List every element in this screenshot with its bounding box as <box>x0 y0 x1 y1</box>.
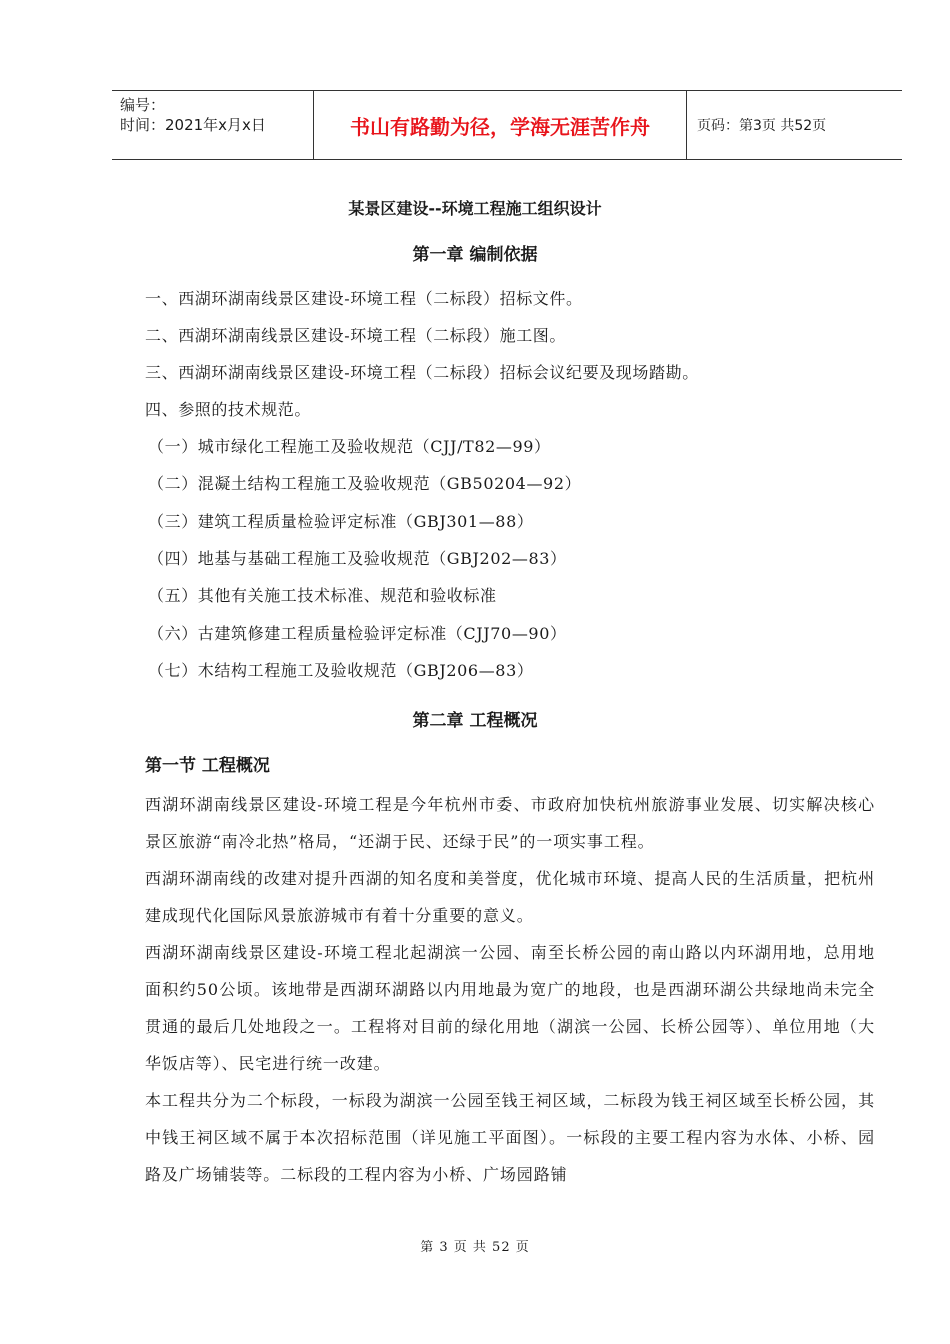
spec-item: （三）建筑工程质量检验评定标准（GBJ301—88） <box>148 512 534 531</box>
chapter-1-title: 第一章 编制依据 <box>412 245 538 265</box>
paragraph: 西湖环湖南线的改建对提升西湖的知名度和美誉度，优化城市环境、提高人民的生活质量，把杭州建成现代化国际风景旅游城市有着十分重要的意义。 <box>145 869 875 925</box>
spec-item: （四）地基与基础工程施工及验收规范（GBJ202—83） <box>148 549 567 568</box>
basis-item: 一、西湖环湖南线景区建设-环境工程（二标段）招标文件。 <box>145 289 583 308</box>
document-title: 某景区建设--环境工程施工组织设计 <box>348 199 602 218</box>
basis-item: 四、参照的技术规范。 <box>145 400 312 419</box>
header-motto: 书山有路勤为径，学海无涯苦作舟 <box>314 91 687 159</box>
header-meta <box>112 91 314 159</box>
spec-item: （二）混凝土结构工程施工及验收规范（GB50204—92） <box>148 474 582 493</box>
header-page-info: 页码：第3页 共52页 <box>697 118 827 134</box>
page-header <box>112 90 902 160</box>
spec-item: （七）木结构工程施工及验收规范（GBJ206—83） <box>148 661 534 680</box>
page-footer: 第 3 页 共 52 页 <box>420 1240 530 1255</box>
basis-item: 三、西湖环湖南线景区建设-环境工程（二标段）招标会议纪要及现场踏勘。 <box>145 363 699 382</box>
number-label: 编号： <box>120 96 166 114</box>
paragraph: 西湖环湖南线景区建设-环境工程是今年杭州市委、市政府加快杭州旅游事业发展、切实解决核心景区旅游“南冷北热”格局，“还湖于民、还绿于民”的一项实事工程。 <box>145 795 875 851</box>
paragraph: 西湖环湖南线景区建设-环境工程北起湖滨一公园、南至长桥公园的南山路以内环湖用地，总用地面积约50公顷。该地带是西湖环湖路以内用地最为宽广的地段，也是西湖环湖公共绿地尚未完全贯通的最后几处地段之一。工程将对目前的绿化用地（湖滨一公园、长桥公园等）、单位用地（大华饭店等）、民宅进行统一改建。 <box>145 943 875 1073</box>
chapter-2-title: 第二章 工程概况 <box>412 711 538 731</box>
paragraph: 本工程共分为二个标段，一标段为湖滨一公园至钱王祠区域，二标段为钱王祠区域至长桥公园，其中钱王祠区域不属于本次招标范围（详见施工平面图）。一标段的主要工程内容为水体、小桥、园路及广场铺装等。二标段的工程内容为小桥、广场园路铺 <box>145 1091 875 1184</box>
section-1-title: 第一节 工程概况 <box>145 756 270 776</box>
spec-item: （五）其他有关施工技术标准、规范和验收标准 <box>148 586 497 605</box>
spec-item: （一）城市绿化工程施工及验收规范（CJJ/T82—99） <box>148 437 551 456</box>
spec-item: （六）古建筑修建工程质量检验评定标准（CJJ70—90） <box>148 624 567 643</box>
basis-item: 二、西湖环湖南线景区建设-环境工程（二标段）施工图。 <box>145 326 567 345</box>
time-label: 时间：2021年x月x日 <box>120 116 266 134</box>
